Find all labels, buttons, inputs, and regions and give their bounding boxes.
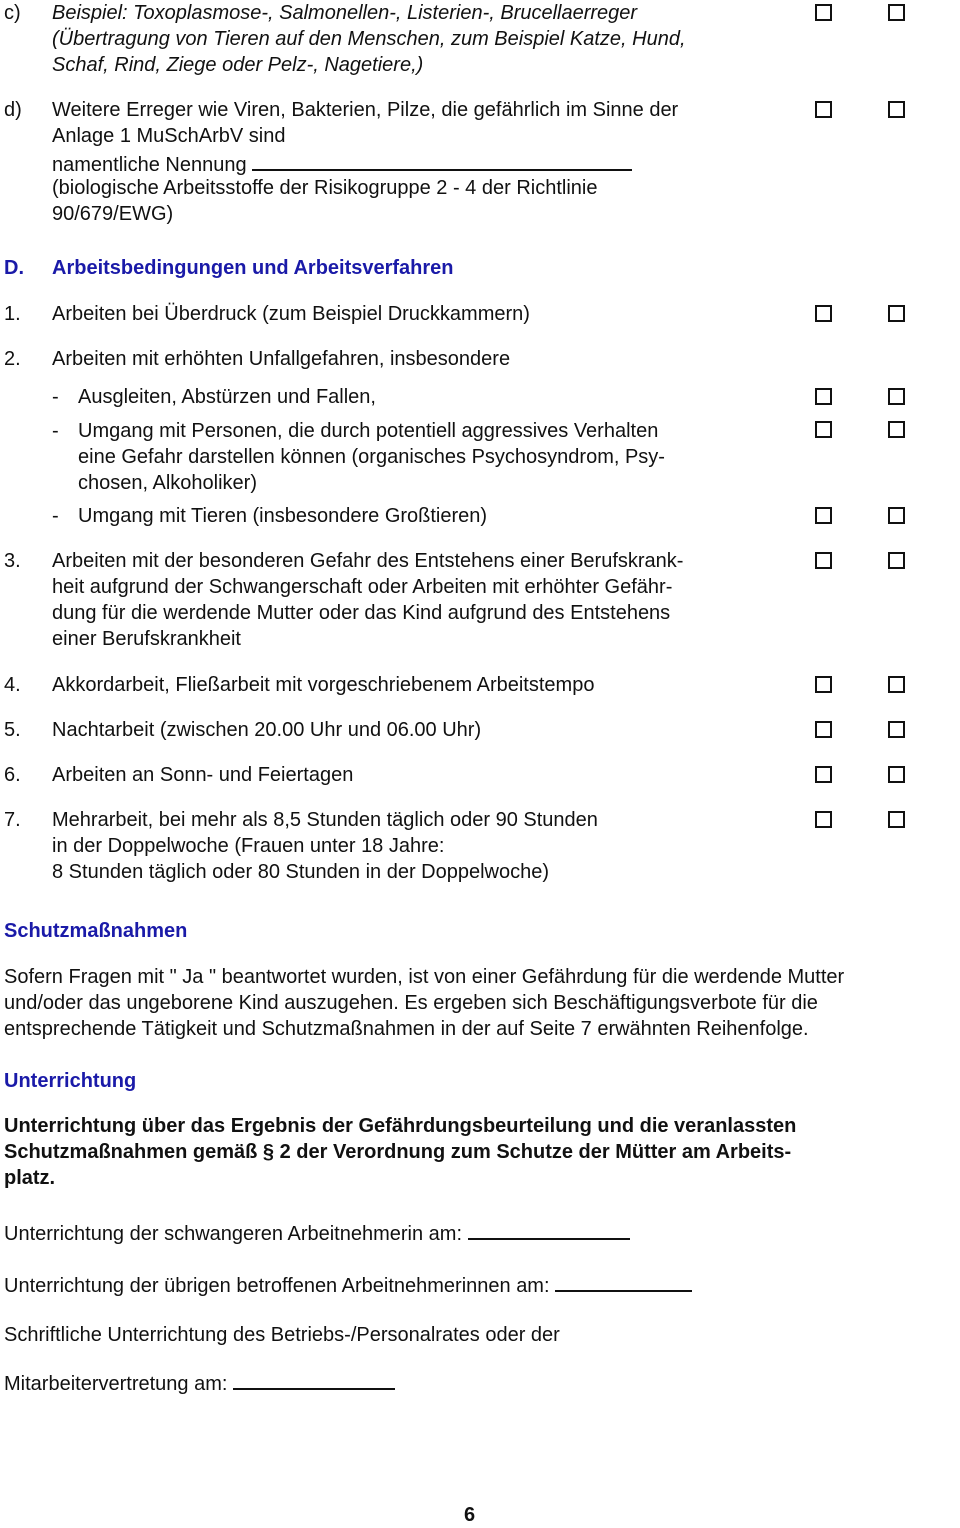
field-label: Schriftliche Unterrichtung des Betriebs-/Personalrates oder der: [4, 1324, 560, 1346]
date-input-line[interactable]: [233, 1368, 395, 1390]
item-label: 6.: [4, 764, 21, 786]
item-label: 3.: [4, 550, 21, 572]
checkbox-yes[interactable]: [815, 101, 832, 118]
item-text: Arbeiten bei Überdruck (zum Beispiel Druckkammern): [52, 303, 530, 325]
text-line-with-field: [52, 149, 678, 175]
text-line: chosen, Alkoholiker): [78, 472, 257, 494]
checkbox-yes[interactable]: [815, 676, 832, 693]
item-label: c): [4, 2, 21, 24]
field-pregnant-employee: [4, 1218, 630, 1247]
text-line: eine Gefahr darstellen können (organisches Psychosyndrom, Psy-: [78, 446, 665, 468]
text-line: (Übertragung von Tieren auf den Menschen, zum Beispiel Katze, Hund,: [52, 28, 686, 50]
dash: -: [52, 505, 59, 527]
date-input-line[interactable]: [468, 1218, 630, 1240]
checkbox-yes[interactable]: [815, 4, 832, 21]
checkbox-yes[interactable]: [815, 305, 832, 322]
item-text: Arbeiten an Sonn- und Feiertagen: [52, 764, 354, 786]
text-line: Sofern Fragen mit " Ja " beantwortet wurden, ist von einer Gefährdung für die werdende Mutter: [4, 966, 845, 988]
checkbox-no[interactable]: [888, 721, 905, 738]
field-other-employees: [4, 1270, 692, 1299]
sub-item-text: Ausgleiten, Abstürzen und Fallen,: [78, 386, 376, 408]
field-works-council: [4, 1322, 560, 1348]
checkbox-yes[interactable]: [815, 552, 832, 569]
checkbox-yes[interactable]: [815, 507, 832, 524]
text-line: Umgang mit Personen, die durch potentiell aggressives Verhalten: [78, 420, 659, 442]
item-text: [52, 807, 598, 885]
text-line: Beispiel: Toxoplasmose-, Salmonellen-, Listerien-, Brucellaerreger: [52, 2, 638, 24]
text-line: Weitere Erreger wie Viren, Bakterien, Pilze, die gefährlich im Sinne der: [52, 99, 679, 121]
item-label: 4.: [4, 674, 21, 696]
schutz-paragraph: [4, 964, 844, 1042]
checkbox-no[interactable]: [888, 388, 905, 405]
text-line: entsprechende Tätigkeit und Schutzmaßnahmen in der auf Seite 7 erwähnten Reihenfolge.: [4, 1018, 809, 1040]
text-line: 90/679/EWG): [52, 203, 174, 225]
checkbox-no[interactable]: [888, 4, 905, 21]
schutz-heading: Schutzmaßnahmen: [4, 920, 188, 942]
item-label: 5.: [4, 719, 21, 741]
field-label: Mitarbeitervertretung am:: [4, 1373, 228, 1395]
checkbox-no[interactable]: [888, 766, 905, 783]
text-line: und/oder das ungeborene Kind auszugehen. Es ergeben sich Beschäftigungsverbote für die: [4, 992, 818, 1014]
item-label: 1.: [4, 303, 21, 325]
checkbox-yes[interactable]: [815, 421, 832, 438]
page-number: 6: [464, 1504, 476, 1526]
item-label: d): [4, 99, 22, 121]
checkbox-yes[interactable]: [815, 721, 832, 738]
checkbox-yes[interactable]: [815, 766, 832, 783]
checkbox-no[interactable]: [888, 305, 905, 322]
text-line: Unterrichtung über das Ergebnis der Gefährdungsbeurteilung und die veranlassten: [4, 1115, 797, 1137]
text-line: Mehrarbeit, bei mehr als 8,5 Stunden täglich oder 90 Stunden: [52, 809, 598, 831]
text-line: Schaf, Rind, Ziege oder Pelz-, Nagetiere,): [52, 54, 424, 76]
date-input-line[interactable]: [555, 1270, 692, 1292]
item-text: Nachtarbeit (zwischen 20.00 Uhr und 06.00 Uhr): [52, 719, 482, 741]
text-line: einer Berufskrankheit: [52, 628, 241, 650]
checkbox-no[interactable]: [888, 421, 905, 438]
checkbox-no[interactable]: [888, 811, 905, 828]
field-label: Unterrichtung der übrigen betroffenen Arbeitnehmerinnen am:: [4, 1275, 550, 1297]
unterrichtung-heading: Unterrichtung: [4, 1070, 137, 1092]
unterrichtung-paragraph: [4, 1113, 796, 1191]
field-label: namentliche Nennung: [52, 154, 247, 176]
dash: -: [52, 420, 59, 442]
item-text: [52, 0, 686, 78]
checkbox-no[interactable]: [888, 101, 905, 118]
field-label: Unterrichtung der schwangeren Arbeitnehmerin am:: [4, 1223, 463, 1245]
item-text: [52, 548, 683, 652]
naming-input-line[interactable]: [252, 149, 632, 171]
section-title: Arbeitsbedingungen und Arbeitsverfahren: [52, 257, 454, 279]
item-text: Arbeiten mit erhöhten Unfallgefahren, insbesondere: [52, 348, 511, 370]
item-text: [52, 97, 678, 227]
checkbox-no[interactable]: [888, 676, 905, 693]
dash: -: [52, 386, 59, 408]
item-label: 2.: [4, 348, 21, 370]
item-label: 7.: [4, 809, 21, 831]
sub-item-text: Umgang mit Tieren (insbesondere Großtieren): [78, 505, 488, 527]
section-label: D.: [4, 257, 24, 279]
checkbox-no[interactable]: [888, 552, 905, 569]
text-line: platz.: [4, 1167, 56, 1189]
checkbox-yes[interactable]: [815, 388, 832, 405]
text-line: Arbeiten mit der besonderen Gefahr des Entstehens einer Berufskrank-: [52, 550, 684, 572]
text-line: dung für die werdende Mutter oder das Kind aufgrund des Entstehens: [52, 602, 671, 624]
text-line: Anlage 1 MuSchArbV sind: [52, 125, 286, 147]
text-line: heit aufgrund der Schwangerschaft oder Arbeiten mit erhöhter Gefähr-: [52, 576, 673, 598]
checkbox-yes[interactable]: [815, 811, 832, 828]
sub-item-text: [78, 418, 665, 496]
checkbox-no[interactable]: [888, 507, 905, 524]
text-line: in der Doppelwoche (Frauen unter 18 Jahre:: [52, 835, 445, 857]
item-text: Akkordarbeit, Fließarbeit mit vorgeschriebenem Arbeitstempo: [52, 674, 595, 696]
text-line: Schutzmaßnahmen gemäß § 2 der Verordnung zum Schutze der Mütter am Arbeits-: [4, 1141, 792, 1163]
text-line: 8 Stunden täglich oder 80 Stunden in der Doppelwoche): [52, 861, 550, 883]
text-line: (biologische Arbeitsstoffe der Risikogruppe 2 - 4 der Richtlinie: [52, 177, 598, 199]
field-works-council-date: [4, 1368, 395, 1397]
